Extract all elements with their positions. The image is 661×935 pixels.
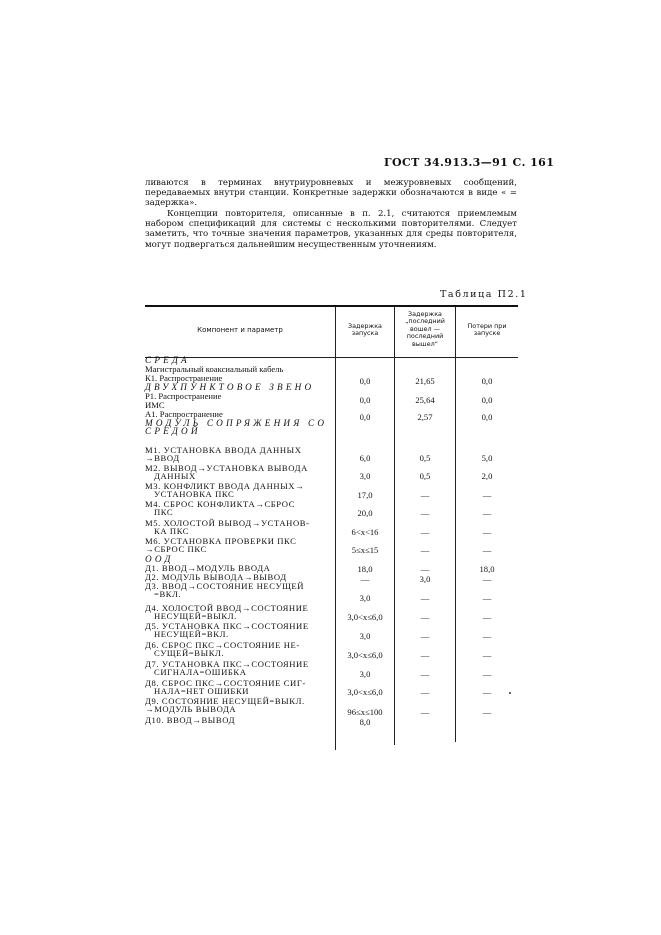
label-line: А1. Распространение <box>145 409 223 419</box>
table-cell-v2: — <box>420 669 430 679</box>
table-cell-v3: — <box>482 669 492 679</box>
table-cell-v3: — <box>482 490 492 500</box>
table-row-label <box>145 582 333 599</box>
table-caption: Таблица П2.1 <box>440 289 528 300</box>
table-cell-v3: — <box>482 574 492 584</box>
table-cell-v1: 3,0 <box>359 593 371 603</box>
label-line: СИГНАЛА=ОШИБКА <box>154 667 247 678</box>
label-line: Р1. Распространение <box>145 391 222 401</box>
table-row-label <box>145 660 333 677</box>
table-row-label <box>145 446 333 463</box>
table-row-label <box>145 500 333 517</box>
label-line: Д4. ХОЛОСТОЙ ВВОД→СОСТОЯНИЕ <box>145 603 309 613</box>
label-line: →СБРОС ПКС <box>145 544 207 555</box>
label-line: М3. КОНФЛИКТ ВВОДА ДАННЫХ→ <box>145 481 305 491</box>
label-line: НЕСУЩЕЙ=ВКЛ. <box>154 629 229 640</box>
label-line: Д5. УСТАНОВКА ПКС→СОСТОЯНИЕ <box>145 621 309 631</box>
table-cell-v1: 96≤x≤100 <box>347 707 383 717</box>
table-row-label <box>145 537 333 554</box>
label-line: →ВВОД <box>145 453 180 464</box>
table-cell-v3: 0,0 <box>481 412 493 422</box>
label-line: СРЕДОЙ <box>145 426 201 437</box>
table-cell-v2: 0,5 <box>419 453 431 463</box>
table-cell-v3: — <box>482 527 492 537</box>
paragraph-2: Концепции повторителя, описанные в п. 2.1, считаются приемлемым набором спецификаций для системы с несколькими повторителями. Следует заметить, что точные значения параметров, указанных для среды повторителя, могут подвергаться дальнейшим несущественным уточнениям. <box>145 209 517 250</box>
table-cell-v2: — <box>420 564 430 574</box>
header-start-delay: Задержка запуска <box>348 322 382 338</box>
table-cell-v2: — <box>420 631 430 641</box>
label-line: М5. ХОЛОСТОЙ ВЫВОД→УСТАНОВ- <box>145 518 310 528</box>
table-cell-v3: — <box>482 687 492 697</box>
table-cell-v2: — <box>420 490 430 500</box>
label-line: М2. ВЫВОД→УСТАНОВКА ВЫВОДА <box>145 463 308 473</box>
table-cell-v2: 0,5 <box>419 471 431 481</box>
table-row-label <box>145 604 333 621</box>
page-header: ГОСТ 34.913.3—91 С. 161 <box>384 156 555 169</box>
label-line: СРЕДА <box>145 355 190 365</box>
label-line: Д9. СОСТОЯНИЕ НЕСУЩЕЙ=ВЫКЛ. <box>145 696 305 706</box>
table-cell-v3: 18,0 <box>479 564 495 574</box>
label-line: Д1. ВВОД→МОДУЛЬ ВВОДА <box>145 563 271 573</box>
label-line: ИМС <box>145 400 165 410</box>
header-start-loss: Потери при запуске <box>467 322 507 338</box>
table-cell-v3: — <box>482 631 492 641</box>
table-cell-v3: — <box>482 650 492 660</box>
column-divider-2 <box>394 307 395 745</box>
table-cell-v1: 3,0 <box>359 669 371 679</box>
table-cell-v2: 2,57 <box>417 412 433 422</box>
label-line: К1. Распространение <box>145 373 223 383</box>
label-line: Д7. УСТАНОВКА ПКС→СОСТОЯНИЕ <box>145 659 309 669</box>
table-cell-v2: 3,0 <box>419 574 431 584</box>
table-top-rule <box>145 305 518 307</box>
label-line: ООД <box>145 554 174 564</box>
label-line: М1. УСТАНОВКА ВВОДА ДАННЫХ <box>145 445 302 455</box>
table-cell-v1: 20,0 <box>357 508 373 518</box>
table-cell-v2: 25,64 <box>415 395 435 405</box>
label-line: НЕСУЩЕЙ=ВЫКЛ. <box>154 611 237 622</box>
label-line: Д10. ВВОД→ВЫВОД <box>145 715 236 725</box>
table-cell-v3: — <box>482 508 492 518</box>
table-cell-v1: 6,0 <box>359 453 371 463</box>
header-lifo-delay: Задержка „последний вошел — последний вышел“ <box>405 310 445 348</box>
table-cell-v3: 5,0 <box>481 453 493 463</box>
table-cell-v1: 3,0<x≤6,0 <box>347 650 383 660</box>
table-row-label <box>145 641 333 658</box>
table-cell-v1: 8,0 <box>359 717 371 727</box>
label-line: ДАННЫХ <box>154 471 196 482</box>
label-line: СУЩЕЙ=ВЫКЛ. <box>154 648 225 659</box>
table-cell-v3: — <box>482 545 492 555</box>
table-cell-v2: — <box>420 545 430 555</box>
table-cell-v1: — <box>360 574 370 584</box>
data-table <box>145 305 518 750</box>
table-cell-v2: — <box>420 650 430 660</box>
label-line: ДВУХПУНКТОВОЕ ЗВЕНО <box>145 382 315 392</box>
table-row-label <box>145 519 333 536</box>
table-cell-v2: — <box>420 707 430 717</box>
table-row-label <box>145 464 333 481</box>
section-heading <box>145 419 333 436</box>
table-cell-v3: — <box>482 612 492 622</box>
table-cell-v1: 3,0 <box>359 471 371 481</box>
label-line: УСТАНОВКА ПКС <box>154 489 235 500</box>
table-cell-v2: — <box>420 687 430 697</box>
table-cell-v1: 0,0 <box>359 395 371 405</box>
label-line: НАЛА=НЕТ ОШИБКИ <box>154 686 250 697</box>
table-cell-v1: 0,0 <box>359 376 371 386</box>
table-cell-v2: — <box>420 527 430 537</box>
table-cell-v1: 3,0 <box>359 631 371 641</box>
table-cell-v3: — <box>482 707 492 717</box>
label-line: Д8. СБРОС ПКС→СОСТОЯНИЕ СИГ- <box>145 678 306 688</box>
table-cell-v1: 5≤x≤15 <box>351 545 379 555</box>
label-line: Магистральный коаксиальный кабель <box>145 364 284 374</box>
table-cell-v3: 0,0 <box>481 376 493 386</box>
table-row-label <box>145 482 333 499</box>
table-row-label <box>145 679 333 696</box>
table-cell-v3: — <box>482 593 492 603</box>
table-row-label <box>145 622 333 639</box>
label-line: Д6. СБРОС ПКС→СОСТОЯНИЕ НЕ- <box>145 640 300 650</box>
label-line: =ВКЛ. <box>154 589 182 600</box>
table-cell-v2: — <box>420 508 430 518</box>
label-line: КА ПКС <box>154 526 190 537</box>
table-cell-v1: 17,0 <box>357 490 373 500</box>
label-line: Д3. ВВОД→СОСТОЯНИЕ НЕСУЩЕЙ <box>145 581 305 591</box>
scan-speck <box>509 692 511 694</box>
paragraph-1: ливаются в терминах внутриуровневых и межуровневых сообщений, передаваемых внутри станции. Конкретные задержки обозначаются в виде « = задержка». <box>145 178 517 209</box>
table-row-label <box>145 716 333 724</box>
table-cell-v3: 0,0 <box>481 395 493 405</box>
table-cell-v1: 3,0<x≤6,0 <box>347 612 383 622</box>
table-cell-v1: 3,0<x≤6,0 <box>347 687 383 697</box>
table-cell-v1: 18,0 <box>357 564 373 574</box>
label-line: Д2. МОДУЛЬ ВЫВОДА→ВЫВОД <box>145 572 287 582</box>
table-cell-v2: 21,65 <box>415 376 435 386</box>
header-component: Компонент и параметр <box>197 326 283 334</box>
table-row-label <box>145 697 333 714</box>
table-row-label <box>145 392 333 400</box>
label-line: ПКС <box>154 507 174 518</box>
table-cell-v3: 2,0 <box>481 471 493 481</box>
table-cell-v1: 0,0 <box>359 412 371 422</box>
label-line: М4. СБРОС КОНФЛИКТА→СБРОС <box>145 499 296 509</box>
label-line: МОДУЛЬ СОПРЯЖЕНИЯ СО <box>145 418 328 428</box>
table-cell-v1: 6<x<16 <box>351 527 379 537</box>
label-line: →МОДУЛЬ ВЫВОДА <box>145 704 237 715</box>
label-line: М6. УСТАНОВКА ПРОВЕРКИ ПКС <box>145 536 297 546</box>
table-cell-v2: — <box>420 593 430 603</box>
table-cell-v2: — <box>420 612 430 622</box>
